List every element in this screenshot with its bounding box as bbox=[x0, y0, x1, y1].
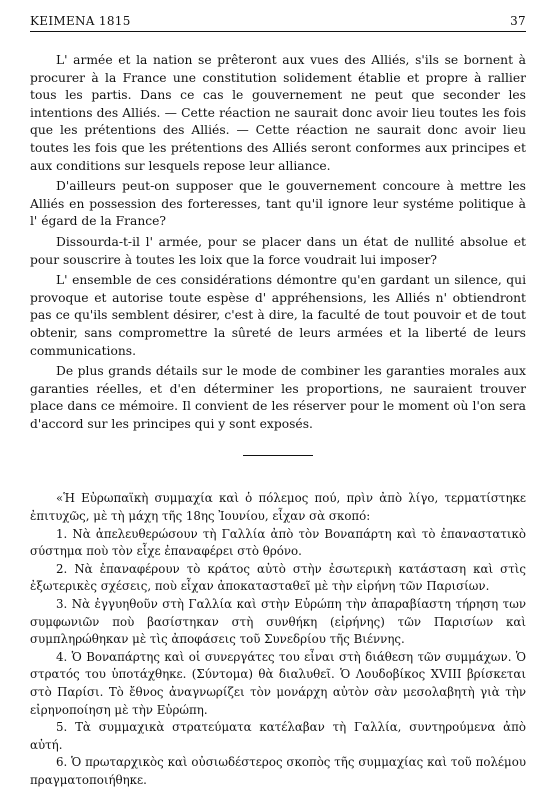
page-number: 37 bbox=[510, 14, 526, 28]
numbered-paragraph: 3. Νὰ ἐγγυηθοῦν στὴ Γαλλία καὶ στὴν Εὐρώπη τὴν ἀπαραβίαστη τήρηση των συμφωνιῶν ποὺ βασίστηκαν στὴ συνθήκη (εἰρήνης) τῶν Παρισίων καὶ συμπληρώθηκαν μὲ τὶς ἀποφάσεις τοῦ Συνεδρίου τῆς Βιέννης. bbox=[30, 597, 526, 647]
running-title: KEIMENA 1815 bbox=[30, 14, 131, 28]
paragraph: Dissourda-t-il l' armée, pour se placer dans un état de nullité absolue et pour souscrire à toutes les loix que la force voudrait lui imposer? bbox=[30, 234, 526, 267]
french-text-block bbox=[30, 52, 526, 433]
numbered-paragraph: 2. Νὰ ἐπαναφέρουν τὸ κράτος αὐτὸ στὴν ἐσωτερικὴ κατάσταση καὶ στὶς ἐξωτερικὲς σχέσεις, ποὺ εἶχαν ἀποκατασταθεῖ μὲ τὴν εἰρήνη τῶν Παρισίων. bbox=[30, 561, 526, 594]
paragraph: D'ailleurs peut-on supposer que le gouvernement concoure à mettre les Alliés en possession des forteresses, tant qu'il ignore leur systéme politique à l' égard de la France? bbox=[30, 179, 526, 229]
greek-text-block bbox=[30, 490, 526, 789]
paragraph: De plus grands détails sur le mode de combiner les garanties morales aux garanties réelles, et d'en déterminer les proportions, ne sauraient trouver place dans ce mémoire. Il convient de les réserver pour le moment où l'on sera d'accord sur les principes qui y sont exposés. bbox=[30, 364, 526, 431]
paragraph: L' ensemble de ces considérations démontre qu'en gardant un silence, qui provoque et autorise toute espèse d' appréhensions, les Alliés n' obtiendront pas ce qu'ils semblent désirer, c'est à dire, la faculté de tout pouvoir et de tout obtenir, sans compromettre la sûreté de leurs armées et la liberté de leurs communications. bbox=[30, 273, 526, 358]
numbered-paragraph: 5. Τὰ συμμαχικὰ στρατεύματα κατέλαβαν τὴ Γαλλία, συντηρούμενα ἀπὸ αὐτή. bbox=[30, 720, 526, 752]
paragraph: L' armée et la nation se prêteront aux vues des Alliés, s'ils se bornent à procurer à la France une constitution solidement établie et propre à rallier tous les partis. Dans ce cas le gouvernement ne peut que seconder les intentions des Alliés. — Cette réaction ne saurait donc avoir lieu toutes les fois que les prétentions des Alliés. — Cette réaction ne saurait donc avoir lieu toutes les fois que les prétentions des Alliés seront conformes aux principes et aux conditions sur lesquels repose leur alliance. bbox=[30, 53, 526, 173]
paragraph: «Ἡ Εὐρωπαϊκὴ συμμαχία καὶ ὁ πόλεμος πού, πρὶν ἀπὸ λίγο, τερματίστηκε ἐπιτυχῶς, μὲ τὴ μάχη τῆς 18ης Ἰουνίου, εἶχαν σὰ σκοπό: bbox=[30, 491, 526, 524]
numbered-paragraph: 4. Ὁ Βοναπάρτης καὶ οἱ συνεργάτες του εἶναι στὴ διάθεση τῶν συμμάχων. Ὁ στρατός του ὑποτάχθηκε. (Σύντομα) θὰ διαλυθεῖ. Ὁ Λουδοβίκος XVIII βρίσκεται στὸ Παρίσι. Τὸ ἔθνος ἀναγνωρίζει τὸν μονάρχη αὐτὸν σὰν μεσολαβητὴ γιὰ τὴν εἰρηνοποίηση μὲ τὴν Εὐρώπη. bbox=[30, 649, 526, 717]
running-header bbox=[30, 14, 526, 32]
section-divider bbox=[243, 455, 313, 456]
numbered-paragraph: 6. Ὁ πρωταρχικὸς καὶ οὐσιωδέστερος σκοπὸς τῆς συμμαχίας καὶ τοῦ πολέμου πραγματοποιήθηκε. bbox=[30, 755, 526, 787]
numbered-paragraph: 1. Νὰ ἀπελευθερώσουν τὴ Γαλλία ἀπὸ τὸν Βοναπάρτη καὶ τὸ ἐπαναστατικὸ σύστημα ποὺ τὸν εἶχε ἐπαναφέρει στὸ θρόνο. bbox=[30, 526, 526, 559]
